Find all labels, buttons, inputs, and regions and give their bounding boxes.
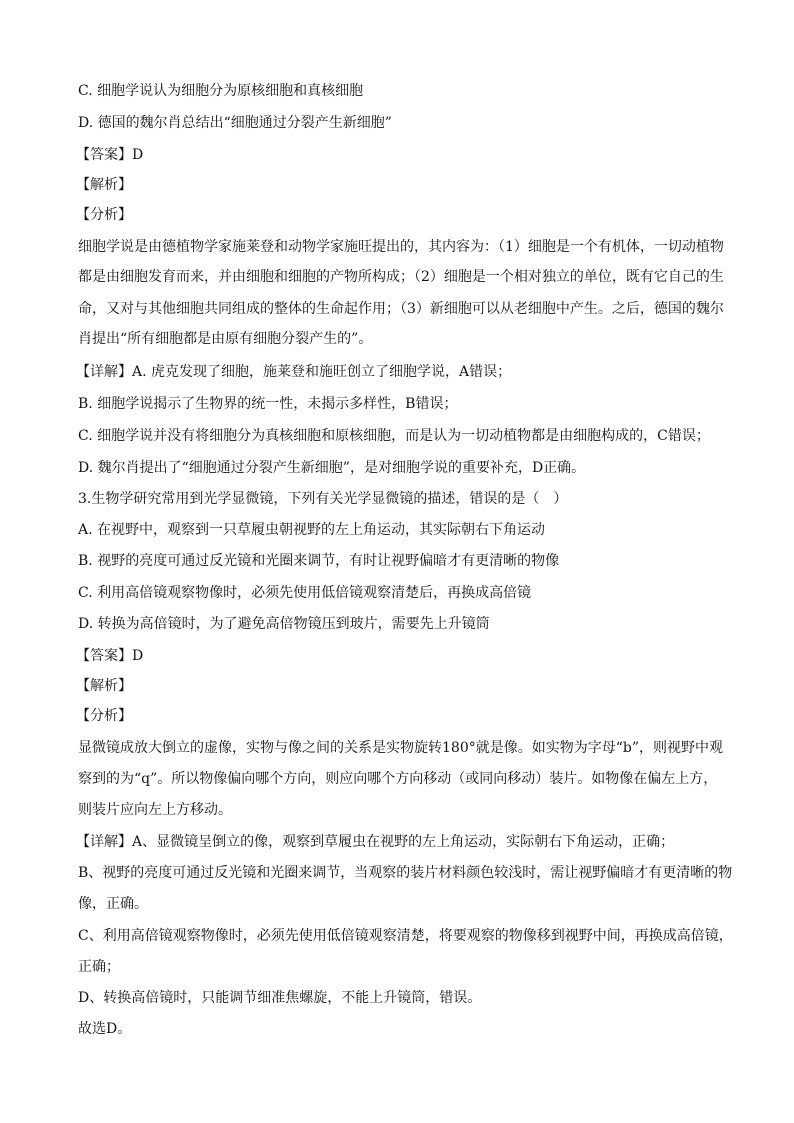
detail-line: 【详解】A、显微镜呈倒立的像，观察到草履虫在视野的左上角运动，实际朝右下角运动，正确；: [76, 834, 675, 850]
analysis-label: 【解析】: [76, 678, 132, 694]
detail-line: C. 细胞学说并没有将细胞分为真核细胞和原核细胞，而是认为一切动植物都是由细胞构成的，C错误；: [78, 428, 710, 444]
conclusion-line: 故选D。: [78, 1021, 132, 1037]
detail-line: 正确；: [78, 959, 120, 975]
answer-label: 【答案】D: [76, 147, 144, 163]
paragraph-line: 命，又对与其他细胞共同组成的整体的生命起作用；（3）新细胞可以从老细胞中产生。之后，德国的魏尔: [78, 301, 724, 317]
option-c-line: C. 利用高倍镜观察物像时，必须先使用低倍镜观察清楚后，再换成高倍镜: [78, 585, 532, 601]
option-b-line: B. 视野的亮度可通过反光镜和光圈来调节，有时让视野偏暗才有更清晰的物像: [78, 553, 560, 569]
breakdown-label: 【分析】: [76, 708, 132, 724]
option-c-line: C. 细胞学说认为细胞分为原核细胞和真核细胞: [78, 83, 364, 99]
paragraph-line: 则装片应向左上方移动。: [78, 802, 232, 818]
detail-line: D. 魏尔肖提出了“细胞通过分裂产生新细胞”，是对细胞学说的重要补充，D正确。: [78, 460, 586, 476]
answer-label: 【答案】D: [76, 648, 144, 664]
question-title: 3.生物学研究常用到光学显微镜，下列有关光学显微镜的描述，错误的是（ ）: [78, 491, 568, 507]
paragraph-line: 都是由细胞发育而来，并由细胞和细胞的产物所构成；（2）细胞是一个相对独立的单位，既有它自己的生: [78, 269, 724, 285]
analysis-label: 【解析】: [76, 177, 132, 193]
paragraph-line: 细胞学说是由德植物学家施莱登和动物学家施旺提出的，其内容为：（1）细胞是一个有机体，一切动植物: [78, 239, 724, 255]
detail-line: B. 细胞学说揭示了生物界的统一性，未揭示多样性，B错误；: [78, 396, 458, 412]
detail-line: B、视野的亮度可通过反光镜和光圈来调节，当观察的装片材料颜色较浅时，需让视野偏暗才有更清晰的物: [78, 865, 733, 881]
option-d-line: D. 转换为高倍镜时，为了避免高倍物镜压到玻片，需要先上升镜筒: [78, 616, 490, 632]
paragraph-line: 肖提出“所有细胞都是由原有细胞分裂产生的”。: [78, 331, 373, 347]
option-d-line: D. 德国的魏尔肖总结出“细胞通过分裂产生新细胞”: [78, 115, 392, 131]
paragraph-line: 显微镜成放大倒立的虚像，实物与像之间的关系是实物旋转180°就是像。如实物为字母“b”，则视野中观: [78, 740, 723, 756]
detail-line: C、利用高倍镜观察物像时，必须先使用低倍镜观察清楚，将要观察的物像移到视野中间，再换成高倍镜，: [78, 928, 733, 944]
paragraph-line: 察到的为“q”。所以物像偏向哪个方向，则应向哪个方向移动（或同向移动）装片。如物像在偏左上方，: [78, 771, 718, 787]
option-a-line: A. 在视野中，观察到一只草履虫朝视野的左上角运动，其实际朝右下角运动: [78, 522, 546, 538]
detail-line: 像，正确。: [78, 896, 148, 912]
breakdown-label: 【分析】: [76, 207, 132, 223]
detail-line: D、转换高倍镜时，只能调节细准焦螺旋，不能上升镜筒，错误。: [78, 990, 482, 1006]
detail-line: 【详解】A. 虎克发现了细胞，施莱登和施旺创立了细胞学说，A错误；: [76, 364, 512, 380]
